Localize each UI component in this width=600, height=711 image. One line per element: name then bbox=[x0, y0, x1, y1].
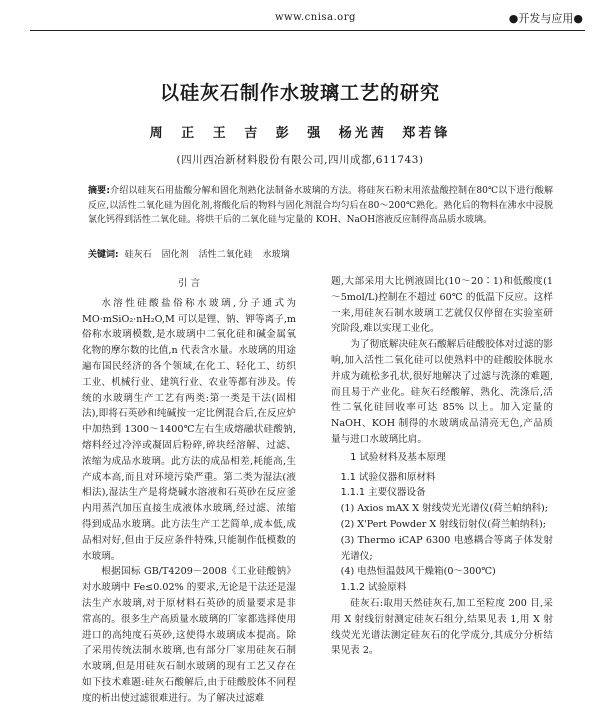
header-rule bbox=[30, 30, 585, 31]
instrument-item: (2) X'Pert Powder X 射线衍射仪(荷兰帕纳科); bbox=[340, 518, 546, 530]
instrument-item: (4) 电热恒温鼓风干燥箱(0～300℃) bbox=[340, 566, 496, 578]
affiliation: (四川西冶新材料股份有限公司,四川成都,611743) bbox=[176, 154, 424, 166]
abstract-label: 摘要: bbox=[88, 186, 110, 196]
raw-material-paragraph: 硅灰石:取用天然硅灰石,加工至粒度 200 目,采用 X 射线衍射测定硅灰石组分,结果见表 1,用 X 射线荧光光谱法测定硅灰石的化学成分,其成分分析结果见表 2。 bbox=[331, 597, 553, 657]
keyword: 活性二氧化硅 bbox=[198, 250, 253, 260]
abstract-text: 介绍以硅灰石用盐酸分解和固化剂熟化法制备水玻璃的方法。将硅灰石粉末用浓盐酸控制在80℃以下进行酸解反应,以活性二氧化硅为固化剂,将酸化后的物料与固化剂混合均匀后在80～200℃熟化。熟化后的物料在沸水中浸脱氯化钙得到活性二氧化硅。将烘干后的二氧化硅与定量的 KOH、NaOH溶液反应制得高品质水玻璃。 bbox=[88, 186, 553, 226]
section-1-heading: 1 试验材料及基本原理 bbox=[350, 451, 446, 463]
paper-title: 以硅灰石制作水玻璃工艺的研究 bbox=[159, 82, 440, 104]
author-list: 周 正 王 吉 彭 强 杨光茜 郑若锋 bbox=[149, 126, 451, 141]
left-column bbox=[82, 274, 296, 707]
section-tag: ●开发与应用● bbox=[508, 12, 583, 25]
journal-website: www.cnisa.org bbox=[275, 12, 356, 23]
intro-paragraph-2: 根据国标 GB/T4209－2008《工业硅酸钠》对水玻璃中 Fe≤0.02% 的要求,无论是干法还是湿法生产水玻璃,对于原材料石英砂的质量要求是非常高的。很多生产高质量水玻璃的厂家都选择使用进口的高纯度石英砂,这使得水玻璃成本提高。除了采用传统法制水玻璃,也有部分厂家用硅灰石制水玻璃,但是用硅灰石制水玻璃的现有工艺又存在如下技术难题:硅灰石酸解后,由于硅酸胶体不同程度的析出使过滤很难进行。为了解决过滤难 bbox=[82, 566, 296, 704]
running-header bbox=[30, 9, 585, 29]
intro-paragraph-2-continued: 题,大部采用大比例液固比(10～20∶1)和低酸度(1～5mol/L)控制在不超过 60℃ 的低温下反应。这样一来,用硅灰石制水玻璃工艺就仅仅停留在实验室研究阶段,难以实现工业化。 bbox=[331, 276, 553, 335]
instrument-item: (3) Thermo iCAP 6300 电感耦合等离子体发射光谱仪; bbox=[340, 534, 553, 562]
keyword: 硅灰石 bbox=[124, 250, 152, 260]
section-1-1-2-heading: 1.1.2 试验原料 bbox=[340, 582, 407, 594]
keyword: 固化剂 bbox=[161, 250, 189, 260]
intro-paragraph-1: 水溶性硅酸盐俗称水玻璃,分子通式为 MO·mSiO₂·nH₂O,M 可以是锂、钠、钾等离子,m 俗称水玻璃模数,是水玻璃中二氧化硅和碱金属氧化物的摩尔数的比值,n 代表含水量。水玻璃的用途遍布国民经济的各个领域,在化工、轻化工、纺织工业、机械行业、建筑行业、农业等都有涉及。传统的水玻璃生产工艺有两类:第一类是干法(固相法),即将石英砂和纯碱按一定比例混合后,在反应炉中加热到 1300～1400℃左右生成熔融状硅酸钠,熔料经过冷淬或凝固后粉碎,碎块经溶解、过滤、浓缩为成品水玻璃。此方法的成品相差,耗能高,生产成本高,而且对环境污染严重。第二类为湿法(液相法),湿法生产是将烧碱水溶液和石英砂在反应釜内用蒸汽加压直接生成液体水玻璃,经过滤、浓缩得到成品水玻璃。此方法生产工艺简单,成本低,成品相对好,但由于反应条件特殊,只能制作低模数的水玻璃。 bbox=[82, 297, 296, 562]
keywords-label: 关键词: bbox=[88, 250, 119, 260]
intro-heading: 引 言 bbox=[177, 278, 201, 289]
abstract bbox=[88, 184, 553, 228]
section-1-1-1-heading: 1.1.1 主要仪器设备 bbox=[340, 487, 426, 499]
intro-paragraph-3: 为了彻底解决硅灰石酸解后硅酸胶体对过滤的影响,加入活性二氧化硅可以使熟料中的硅酸胶体脱水并成为疏松多孔状,很好地解决了过滤与洗涤的难题,而且易于产业化。硅灰石经酸解、熟化、洗涤后,活性二氧化硅回收率可达 85% 以上。加入定量的 NaOH、KOH 制得的水玻璃成品清亮无色,产品质量与进口水玻璃比肩。 bbox=[331, 339, 553, 445]
keyword: 水玻璃 bbox=[262, 250, 290, 260]
section-1-1-heading: 1.1 试验仪器和原材料 bbox=[340, 471, 436, 483]
instrument-item: (1) Axios mAX X 射线荧光光谱仪(荷兰帕纳科); bbox=[340, 503, 549, 515]
keywords bbox=[88, 247, 553, 260]
right-column bbox=[331, 274, 553, 659]
